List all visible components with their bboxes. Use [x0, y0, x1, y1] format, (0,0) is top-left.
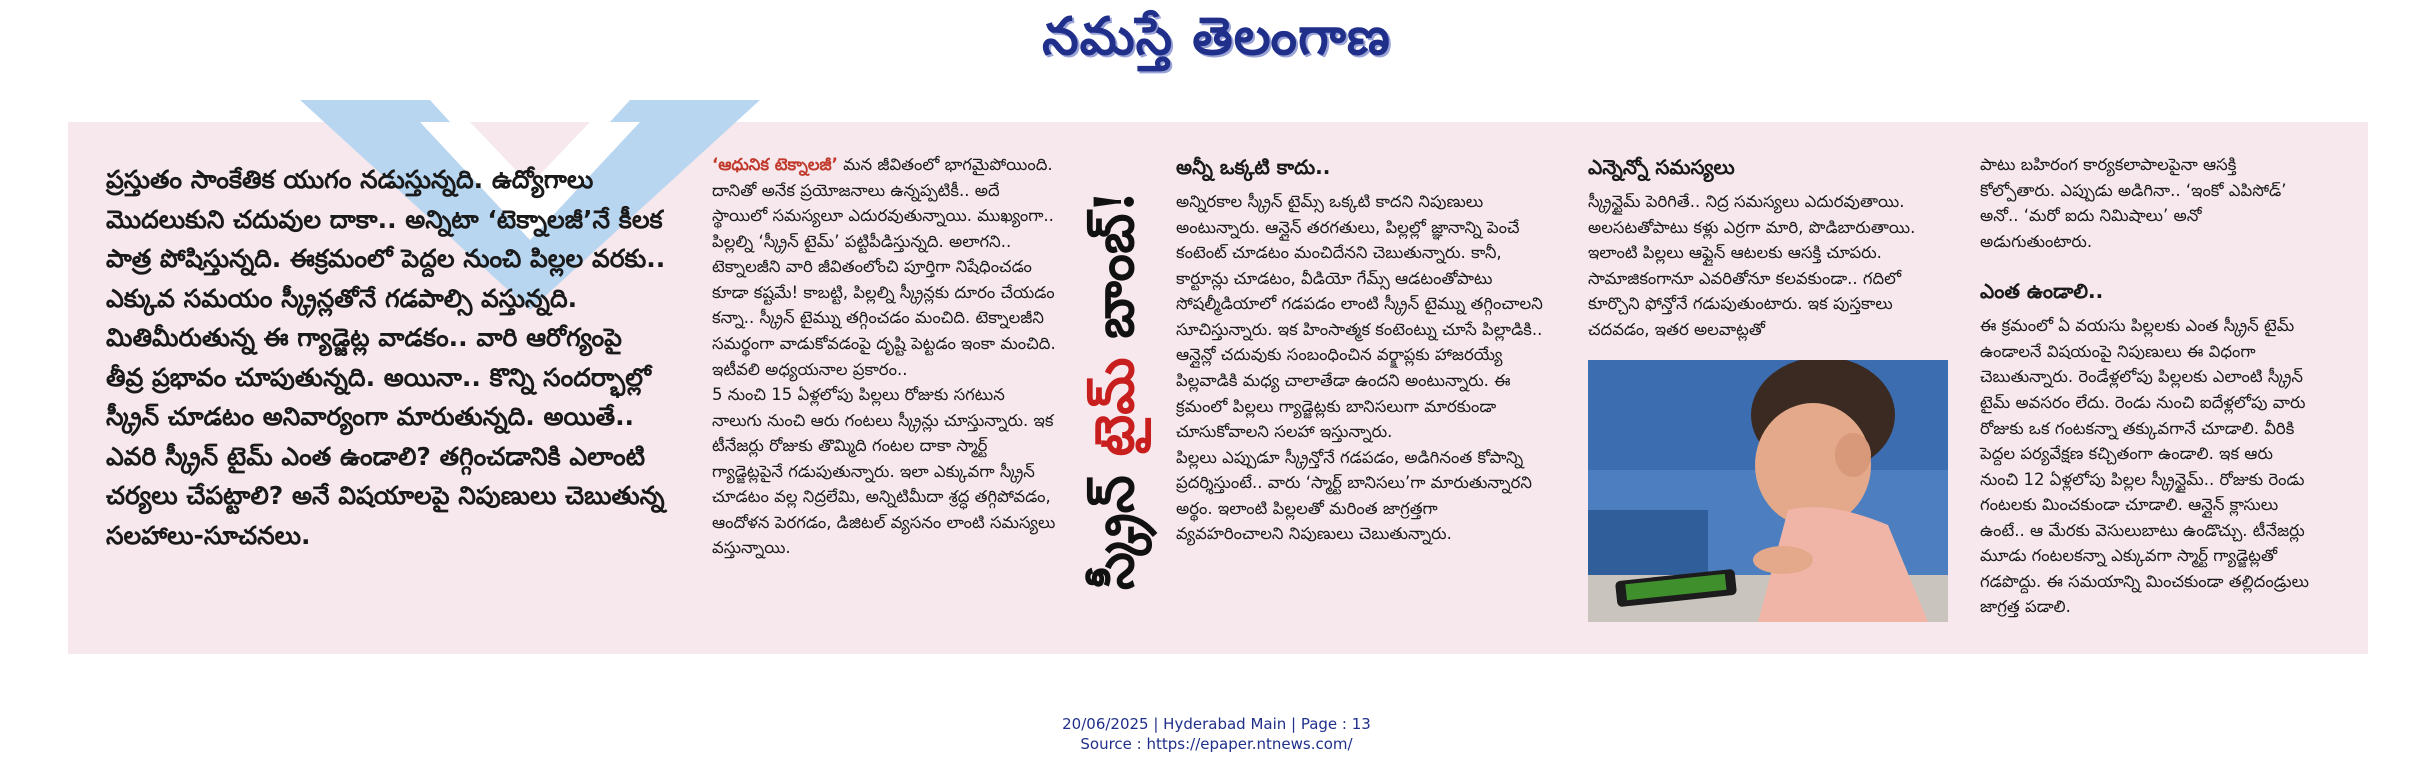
child-with-phone-photo	[1588, 360, 1948, 622]
article-column-2	[712, 152, 1058, 561]
subheading-problems: ఎన్నెన్నో సమస్యలు	[1588, 155, 1735, 179]
article-column-4	[1588, 152, 1948, 342]
col2-para-1: మన జీవితంలో భాగమైపోయింది. దానితో అనేక ప్రయోజనాలు ఉన్నప్పటికీ.. అదే స్థాయిలో సమస్యలూ ఎదురవుతున్నాయి. ముఖ్యంగా.. పిల్లల్ని ‘స్క్రీన్ టైమ్’ పట్టిపీడిస్తున్నది. అలాగని.. టెక్నాలజీని వారి జీవితంలోంచి పూర్తిగా నిషేధించడం కూడా కష్టమే! కాబట్టి, పిల్లల్ని స్క్రీన్లకు దూరం చేయడం కన్నా.. స్క్రీన్ టైమ్ను తగ్గించడం మంచిది. టెక్నాలజీని సమర్థంగా వాడుకోవడంపై దృష్టి పెట్టడం ఇంకా మంచిది. ఇటీవలి అధ్యయనాల ప్రకారం..	[712, 155, 1056, 379]
col2-para-2: 5 నుంచి 15 ఏళ్లలోపు పిల్లలు రోజుకు సగటున నాలుగు నుంచి ఆరు గంటలు స్క్రీన్లు చూస్తున్నారు. ఇక టీనేజర్లు రోజుకు తొమ్మిది గంటల దాకా స్మార్ట్ గ్యాడ్జెట్లపైనే గడుపుతున్నారు. ఇలా ఎక్కువగా స్క్రీన్ చూడటం వల్ల నిద్రలేమి, అన్నిటిమీదా శ్రద్ధ తగ్గిపోవడం, ఆందోళన పెరగడం, డిజిటల్ వ్యసనం లాంటి సమస్యలు వస్తున్నాయి.	[712, 385, 1056, 558]
headline-part-1: స్క్రీన్	[1082, 456, 1146, 591]
footer	[0, 714, 2433, 755]
col3-para-1: అన్నిరకాల స్క్రీన్ టైమ్స్ ఒక్కటి కాదని నిపుణులు అంటున్నారు. ఆన్లైన్ తరగతులు, పిల్లల్లో జ్ఞానాన్ని పెంచే కంటెంట్ చూడటం మంచిదేనని చెబుతున్నారు. కానీ, కార్టూన్లు చూడటం, వీడియో గేమ్స్ ఆడటంతోపాటు సోషల్మీడియాలో గడపడం లాంటి స్క్రీన్ టైమ్ను తగ్గించాలని సూచిస్తున్నారు. ఇక హింసాత్మక కంటెంట్ను చూసే పిల్లాడికి.. ఆన్లైన్లో చదువుకు సంబంధించిన వర్క్షాప్లకు హాజరయ్యే పిల్లవాడికి మధ్య చాలాతేడా ఉందని అంటున్నారు. ఈ క్రమంలో పిల్లలు గ్యాడ్జెట్లకు బానిసలుగా మారకుండా చూసుకోవాలని సలహా ఇస్తున్నారు.	[1176, 192, 1543, 442]
col4-para-1: స్క్రీన్టైమ్ పెరిగితే.. నిద్ర సమస్యలు ఎదురవుతాయి. అలసటతోపాటు కళ్లు ఎర్రగా మారి, పొడిబారుతాయి. ఇలాంటి పిల్లలు ఆఫ్లైన్ ఆటలకు ఆసక్తి చూపరు. సామాజికంగానూ ఎవరితోనూ కలవకుండా.. గదిలో కూర్చొని ఫోన్తోనే గడుపుతుంటారు. ఇక పుస్తకాలు చదవడం, ఇతర అలవాట్లతో	[1588, 192, 1916, 339]
col3-para-2: పిల్లలు ఎప్పుడూ స్క్రీన్తోనే గడపడం, అడిగినంత కోపాన్ని ప్రదర్శిస్తుంటే.. వారు ‘స్మార్ట్ బానిసలు’గా మారుతున్నారని అర్థం. ఇలాంటి పిల్లలతో మరింత జాగ్రత్తగా వ్యవహరించాలని నిపుణులు చెబుతున్నారు.	[1176, 447, 1532, 544]
intro-text: ప్రస్తుతం సాంకేతిక యుగం నడుస్తున్నది. ఉద్యోగాలు మొదలుకుని చదువుల దాకా.. అన్నిటా ‘టెక్నాలజీ’నే కీలక పాత్ర పోషిస్తున్నది. ఈక్రమంలో పెద్దల నుంచి పిల్లల వరకు.. ఎక్కువ సమయం స్క్రీన్లతోనే గడపాల్సి వస్తున్నది. మితిమీరుతున్న ఈ గ్యాడ్జెట్ల వాడకం.. వారి ఆరోగ్యంపై తీవ్ర ప్రభావం చూపుతున్నది. అయినా.. కొన్ని సందర్భాల్లో స్క్రీన్ చూడటం అనివార్యంగా మారుతున్నది. అయితే.. ఎవరి స్క్రీన్ టైమ్ ఎంత ఉండాలి? తగ్గించడానికి ఎలాంటి చర్యలు చేపట్టాలి? అనే విషయాలపై నిపుణులు చెబుతున్న సలహాలు-సూచనలు.	[106, 165, 666, 550]
masthead: నమస్తే తెలంగాణ	[1042, 6, 1391, 67]
footer-date-edition: 20/06/2025 | Hyderabad Main | Page : 13	[1062, 715, 1371, 733]
subheading-how-much: ఎంత ఉండాలి..	[1980, 279, 2104, 304]
col5-para-2: ఈ క్రమంలో ఏ వయసు పిల్లలకు ఎంత స్క్రీన్ టైమ్ ఉండాలనే విషయంపై నిపుణులు ఈ విధంగా చెబుతున్నారు. రెండేళ్లలోపు పిల్లలకు ఎలాంటి స్క్రీన్ టైమ్ అవసరం లేదు. రెండు నుంచి ఐదేళ్లలోపు వారు రోజుకు ఒక గంటకన్నా తక్కువగానే చూడాలి. వీరికి పెద్దల పర్యవేక్షణ కచ్చితంగా ఉండాలి. ఇక ఆరు నుంచి 12 ఏళ్లలోపు పిల్లల స్క్రీన్టైమ్.. రోజుకు రెండు గంటలకు మించకుండా చూడాలి. ఆన్లైన్ క్లాసులు ఉంటే.. ఆ మేరకు వెసులుబాటు ఉండొచ్చు. టీనేజర్లు మూడు గంటలకన్నా ఎక్కువగా స్మార్ట్ గ్యాడ్జెట్లతో గడపొద్దు. ఈ సమయాన్ని మించకుండా తల్లిదండ్రులు జాగ్రత్త పడాలి.	[1980, 316, 2310, 617]
lead-highlight: ‘ఆధునిక టెక్నాలజీ’	[712, 155, 838, 174]
headline-part-2: టైమ్	[1082, 357, 1146, 457]
article-column-5	[1980, 152, 2310, 620]
footer-source: Source : https://epaper.ntnews.com/	[1080, 735, 1353, 754]
headline	[1078, 150, 1164, 630]
article-column-3	[1176, 152, 1548, 547]
headline-part-3: బాంబ్!	[1082, 189, 1146, 358]
subheading-all-not-same: అన్నీ ఒక్కటి కాదు..	[1176, 155, 1331, 179]
col5-para-1: పాటు బహిరంగ కార్యకలాపాలపైనా ఆసక్తి కోల్పోతారు. ఎప్పుడు అడిగినా.. ‘ఇంకో ఎపిసోడ్’ అనో.. ‘మరో ఐదు నిమిషాలు’ అనో అడుగుతుంటారు.	[1980, 155, 2287, 251]
